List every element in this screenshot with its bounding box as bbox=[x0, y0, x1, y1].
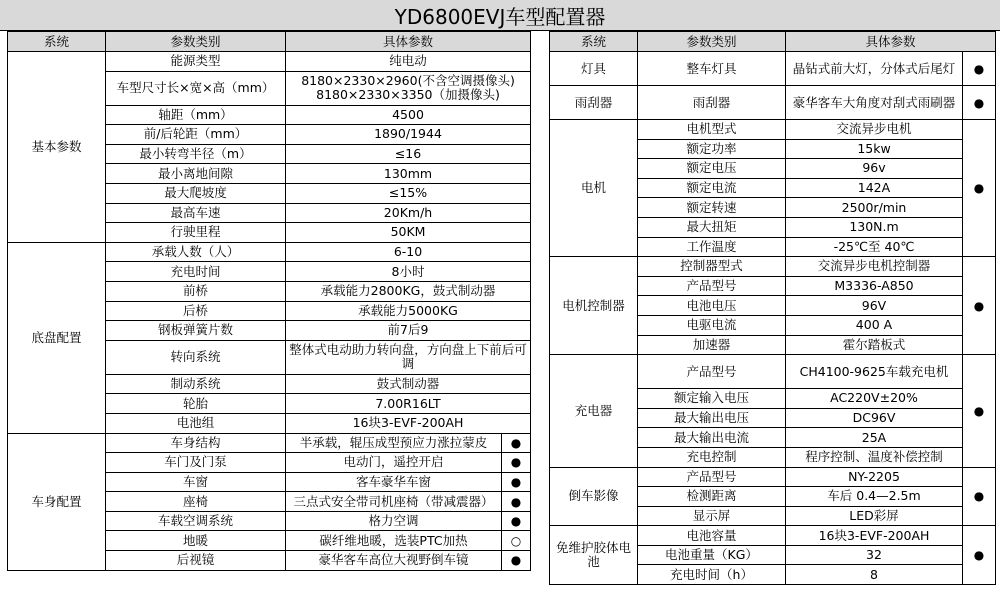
value-cell: 车后 0.4—2.5m bbox=[786, 487, 963, 507]
value-cell: 20Km/h bbox=[286, 203, 531, 223]
value-cell: 整体式电动助力转向盘，方向盘上下前后可调 bbox=[286, 340, 531, 374]
system-cell: 雨刮器 bbox=[550, 86, 638, 120]
mark-cell: ● bbox=[963, 120, 996, 257]
mark-cell: ● bbox=[963, 467, 996, 526]
category-cell: 额定电压 bbox=[638, 159, 786, 179]
category-cell: 最大输出电压 bbox=[638, 408, 786, 428]
value-cell: ≤15% bbox=[286, 183, 531, 203]
left-config-table bbox=[7, 31, 531, 571]
value-cell: 豪华客车高位大视野倒车镜 bbox=[286, 551, 502, 571]
value-cell: 32 bbox=[786, 545, 963, 565]
value-cell: 50KM bbox=[286, 223, 531, 243]
right-config-table bbox=[549, 31, 996, 585]
table-row bbox=[8, 433, 531, 453]
category-cell: 充电控制 bbox=[638, 447, 786, 467]
category-cell: 前桥 bbox=[106, 281, 286, 301]
value-cell: 霍尔踏板式 bbox=[786, 335, 963, 355]
category-cell: 制动系统 bbox=[106, 374, 286, 394]
mark-cell: ● bbox=[502, 492, 531, 512]
mark-cell: ● bbox=[502, 511, 531, 531]
value-cell: 交流异步电机 bbox=[786, 120, 963, 140]
category-cell: 后桥 bbox=[106, 301, 286, 321]
category-cell: 产品型号 bbox=[638, 276, 786, 296]
header-system: 系统 bbox=[8, 32, 106, 52]
value-cell: 96v bbox=[786, 159, 963, 179]
category-cell: 承载人数（人） bbox=[106, 242, 286, 262]
value-cell: M3336-A850 bbox=[786, 276, 963, 296]
value-cell: 16块3-EVF-200AH bbox=[286, 413, 531, 433]
table-row bbox=[550, 467, 996, 487]
category-cell: 车门及门泵 bbox=[106, 453, 286, 473]
table-row bbox=[8, 52, 531, 72]
system-cell: 倒车影像 bbox=[550, 467, 638, 526]
category-cell: 产品型号 bbox=[638, 355, 786, 389]
category-cell: 加速器 bbox=[638, 335, 786, 355]
mark-cell: ● bbox=[963, 86, 996, 120]
category-cell: 电池容量 bbox=[638, 526, 786, 546]
category-cell: 最大扭矩 bbox=[638, 217, 786, 237]
table-row bbox=[8, 242, 531, 262]
category-cell: 电池电压 bbox=[638, 296, 786, 316]
category-cell: 最小离地间隙 bbox=[106, 164, 286, 184]
value-cell: 400 A bbox=[786, 315, 963, 335]
value-cell: 半承载，辊压成型预应力涨拉蒙皮 bbox=[286, 433, 502, 453]
category-cell: 充电时间 bbox=[106, 262, 286, 282]
value-cell: 豪华客车大角度对刮式雨刷器 bbox=[786, 86, 963, 120]
value-cell: 三点式安全带司机座椅（带减震器） bbox=[286, 492, 502, 512]
category-cell: 最小转弯半径（m） bbox=[106, 144, 286, 164]
header-category: 参数类别 bbox=[106, 32, 286, 52]
header-detail: 具体参数 bbox=[286, 32, 531, 52]
system-cell: 免维护胶体电池 bbox=[550, 526, 638, 585]
table-row bbox=[550, 257, 996, 277]
system-cell: 充电器 bbox=[550, 355, 638, 467]
value-cell: 承载能力5000KG bbox=[286, 301, 531, 321]
value-cell: NY-2205 bbox=[786, 467, 963, 487]
category-cell: 最大爬坡度 bbox=[106, 183, 286, 203]
mark-cell: ● bbox=[963, 526, 996, 585]
value-cell: 电动门，遥控开启 bbox=[286, 453, 502, 473]
table-row bbox=[550, 86, 996, 120]
mark-cell: ● bbox=[502, 551, 531, 571]
mark-cell: ● bbox=[963, 52, 996, 86]
value-cell: 碳纤维地暖，选装PTC加热 bbox=[286, 531, 502, 551]
category-cell: 车窗 bbox=[106, 472, 286, 492]
table-row bbox=[550, 52, 996, 86]
header-category: 参数类别 bbox=[638, 32, 786, 52]
value-cell: 8小时 bbox=[286, 262, 531, 282]
value-cell: -25℃至 40℃ bbox=[786, 237, 963, 257]
value-cell: 晶钻式前大灯，分体式后尾灯 bbox=[786, 52, 963, 86]
category-cell: 最高车速 bbox=[106, 203, 286, 223]
value-cell: 96V bbox=[786, 296, 963, 316]
category-cell: 控制器型式 bbox=[638, 257, 786, 277]
value-cell: 6-10 bbox=[286, 242, 531, 262]
category-cell: 地暖 bbox=[106, 531, 286, 551]
value-cell: AC220V±20% bbox=[786, 389, 963, 409]
value-cell: 承载能力2800KG，鼓式制动器 bbox=[286, 281, 531, 301]
value-cell: 前7后9 bbox=[286, 321, 531, 341]
value-cell: 程序控制、温度补偿控制 bbox=[786, 447, 963, 467]
system-cell: 底盘配置 bbox=[8, 242, 106, 433]
value-cell: 7.00R16LT bbox=[286, 394, 531, 414]
system-cell: 基本参数 bbox=[8, 52, 106, 243]
category-cell: 电池组 bbox=[106, 413, 286, 433]
value-cell: DC96V bbox=[786, 408, 963, 428]
mark-cell: ● bbox=[963, 355, 996, 467]
category-cell: 额定功率 bbox=[638, 139, 786, 159]
mark-cell: ● bbox=[963, 257, 996, 355]
table-row bbox=[550, 355, 996, 389]
category-cell: 整车灯具 bbox=[638, 52, 786, 86]
category-cell: 最大输出电流 bbox=[638, 428, 786, 448]
category-cell: 电池重量（KG） bbox=[638, 545, 786, 565]
category-cell: 钢板弹簧片数 bbox=[106, 321, 286, 341]
value-cell: 1890/1944 bbox=[286, 125, 531, 145]
value-cell: 鼓式制动器 bbox=[286, 374, 531, 394]
mark-cell: ● bbox=[502, 433, 531, 453]
category-cell: 雨刮器 bbox=[638, 86, 786, 120]
system-cell: 电机 bbox=[550, 120, 638, 257]
category-cell: 额定转速 bbox=[638, 198, 786, 218]
table-row bbox=[550, 526, 996, 546]
category-cell: 产品型号 bbox=[638, 467, 786, 487]
value-cell: LED彩屏 bbox=[786, 506, 963, 526]
category-cell: 额定电流 bbox=[638, 178, 786, 198]
category-cell: 能源类型 bbox=[106, 52, 286, 72]
category-cell: 检测距离 bbox=[638, 487, 786, 507]
system-cell: 电机控制器 bbox=[550, 257, 638, 355]
value-cell: 16块3-EVF-200AH bbox=[786, 526, 963, 546]
value-cell: 4500 bbox=[286, 105, 531, 125]
category-cell: 电机型式 bbox=[638, 120, 786, 140]
mark-cell: ○ bbox=[502, 531, 531, 551]
category-cell: 显示屏 bbox=[638, 506, 786, 526]
category-cell: 额定输入电压 bbox=[638, 389, 786, 409]
mark-cell: ● bbox=[502, 472, 531, 492]
value-cell: 格力空调 bbox=[286, 511, 502, 531]
category-cell: 座椅 bbox=[106, 492, 286, 512]
category-cell: 轴距（mm） bbox=[106, 105, 286, 125]
category-cell: 充电时间（h） bbox=[638, 565, 786, 585]
value-cell: 2500r/min bbox=[786, 198, 963, 218]
category-cell: 电驱电流 bbox=[638, 315, 786, 335]
value-cell: 15kw bbox=[786, 139, 963, 159]
value-cell: 25A bbox=[786, 428, 963, 448]
category-cell: 轮胎 bbox=[106, 394, 286, 414]
category-cell: 行驶里程 bbox=[106, 223, 286, 243]
value-cell: 8 bbox=[786, 565, 963, 585]
category-cell: 车身结构 bbox=[106, 433, 286, 453]
table-row bbox=[550, 120, 996, 140]
category-cell: 前/后轮距（mm） bbox=[106, 125, 286, 145]
value-cell: 130N.m bbox=[786, 217, 963, 237]
category-cell: 转向系统 bbox=[106, 340, 286, 374]
value-cell: 130mm bbox=[286, 164, 531, 184]
system-cell: 灯具 bbox=[550, 52, 638, 86]
category-cell: 后视镜 bbox=[106, 551, 286, 571]
value-cell: 8180×2330×2960(不含空调摄像头) 8180×2330×3350（加摄像头) bbox=[286, 71, 531, 105]
header-system: 系统 bbox=[550, 32, 638, 52]
value-cell: CH4100-9625车载充电机 bbox=[786, 355, 963, 389]
value-cell: 142A bbox=[786, 178, 963, 198]
system-cell: 车身配置 bbox=[8, 433, 106, 570]
value-cell: 交流异步电机控制器 bbox=[786, 257, 963, 277]
header-detail: 具体参数 bbox=[786, 32, 996, 52]
value-cell: ≤16 bbox=[286, 144, 531, 164]
page-title: YD6800EVJ车型配置器 bbox=[0, 0, 1000, 31]
category-cell: 车载空调系统 bbox=[106, 511, 286, 531]
value-cell: 客车豪华车窗 bbox=[286, 472, 502, 492]
value-cell: 纯电动 bbox=[286, 52, 531, 72]
category-cell: 工作温度 bbox=[638, 237, 786, 257]
category-cell: 车型尺寸长×宽×高（mm） bbox=[106, 71, 286, 105]
mark-cell: ● bbox=[502, 453, 531, 473]
